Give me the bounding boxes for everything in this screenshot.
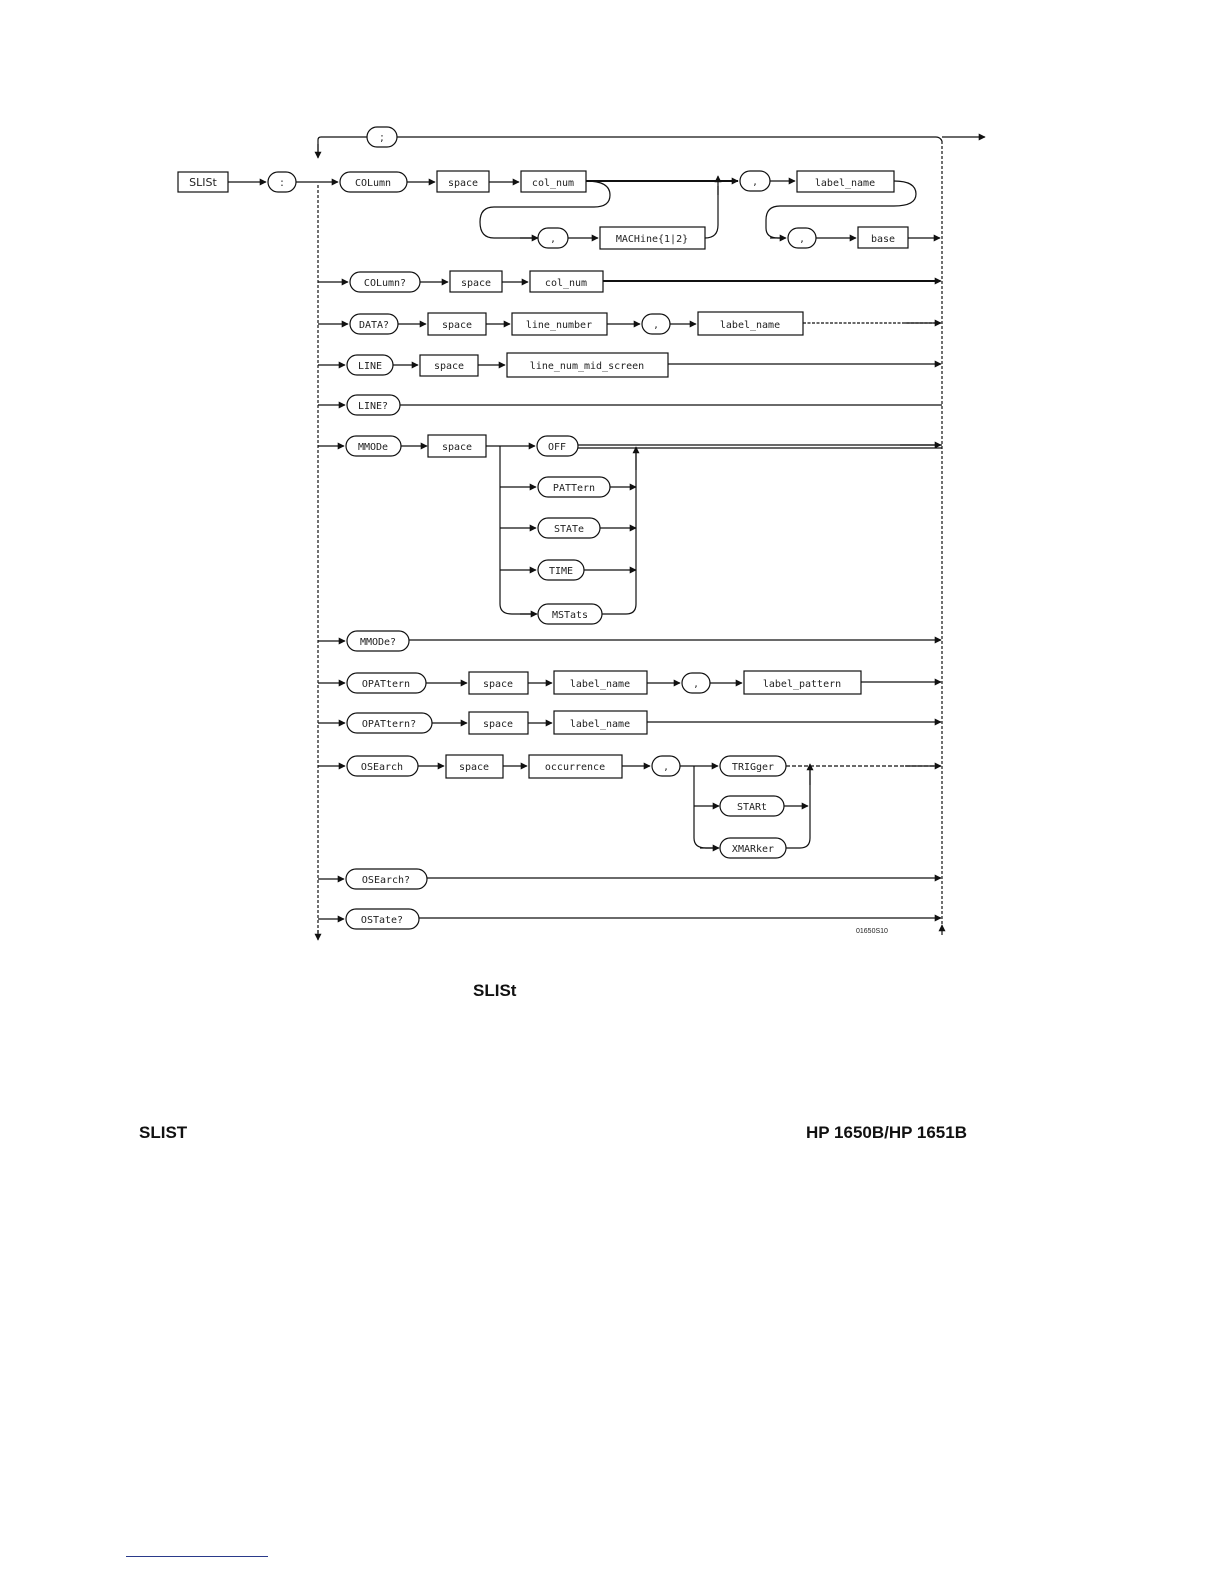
param-label-name: label_name: [569, 719, 631, 730]
param-space: space: [433, 361, 465, 372]
comma-terminal: ,: [800, 232, 804, 245]
start-node: SLISt: [189, 176, 217, 189]
param-label-name: label_name: [719, 320, 781, 331]
option-start: STARt: [736, 802, 768, 813]
param-label-name: label_name: [814, 178, 876, 189]
colon-terminal: :: [280, 176, 284, 189]
param-space: space: [441, 320, 473, 331]
param-space: space: [441, 442, 473, 453]
param-space: space: [460, 278, 492, 289]
figure-id: 01650S10: [856, 928, 888, 935]
param-line-num-mid-screen: line_num_mid_screen: [529, 361, 645, 372]
keyword-data-query: DATA?: [358, 320, 390, 331]
figure-caption: SLISt: [473, 981, 517, 1000]
comma-terminal: ,: [694, 677, 698, 690]
option-mstats: MSTats: [551, 610, 589, 621]
param-space: space: [482, 719, 514, 730]
param-line-number: line_number: [525, 320, 593, 331]
param-space: space: [447, 178, 479, 189]
keyword-osearch-query: OSEarch?: [361, 875, 411, 886]
footnote-rule: [126, 1556, 268, 1557]
param-machine: MACHine{1|2}: [615, 234, 689, 245]
keyword-opattern-query: OPATtern?: [361, 719, 417, 730]
diagram-lines: [228, 137, 985, 940]
param-label-name: label_name: [569, 679, 631, 690]
option-state: STATe: [553, 524, 585, 535]
footer-product-name: HP 1650B/HP 1651B: [806, 1123, 967, 1142]
comma-terminal: ,: [753, 175, 757, 188]
semicolon-terminal: ;: [380, 131, 384, 144]
footer-section-name: SLIST: [139, 1123, 188, 1142]
keyword-opattern: OPATtern: [361, 679, 411, 690]
keyword-line-query: LINE?: [357, 401, 389, 412]
keyword-column: COLumn: [354, 178, 392, 189]
keyword-column-query: COLumn?: [363, 278, 407, 289]
param-occurrence: occurrence: [544, 762, 606, 773]
comma-terminal: ,: [654, 318, 658, 331]
param-space: space: [458, 762, 490, 773]
keyword-line: LINE: [357, 361, 383, 372]
param-base: base: [870, 234, 896, 245]
param-space: space: [482, 679, 514, 690]
param-col-num: col_num: [544, 278, 588, 289]
param-label-pattern: label_pattern: [762, 679, 842, 690]
option-trigger: TRIGger: [731, 762, 775, 773]
option-pattern: PATTern: [552, 483, 596, 494]
option-time: TIME: [548, 566, 574, 577]
comma-terminal: ,: [664, 760, 668, 773]
option-xmarker: XMARker: [731, 844, 775, 855]
keyword-ostate-query: OSTate?: [360, 915, 404, 926]
param-col-num: col_num: [531, 178, 575, 189]
keyword-mmode: MMODe: [357, 442, 389, 453]
option-off: OFF: [547, 442, 567, 453]
comma-terminal: ,: [551, 232, 555, 245]
keyword-osearch: OSEarch: [360, 762, 404, 773]
keyword-mmode-query: MMODe?: [359, 637, 397, 648]
